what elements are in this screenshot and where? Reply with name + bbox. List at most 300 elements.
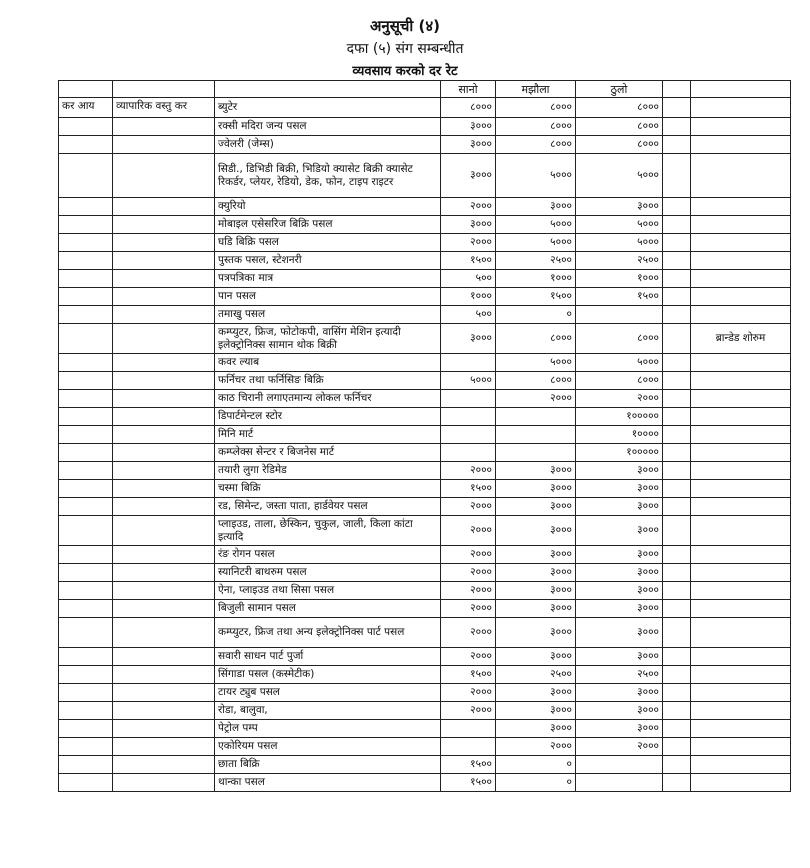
rate-medium-cell: २५००: [496, 666, 576, 684]
note-cell: [691, 306, 791, 324]
table-row: [59, 136, 791, 154]
rate-large-cell: १५००: [576, 288, 663, 306]
rate-medium-cell: २०००: [496, 390, 576, 408]
table-row: [59, 498, 791, 516]
empty-cell: [59, 666, 113, 684]
rate-large-cell: ३०००: [576, 702, 663, 720]
empty-cell: [113, 408, 215, 426]
table-row: [59, 666, 791, 684]
rate-small-cell: १५००: [441, 480, 496, 498]
rate-large-cell: ३०००: [576, 564, 663, 582]
rate-small-cell: ८०००: [441, 98, 496, 118]
business-type-cell: पत्रपत्रिका मात्र: [215, 270, 441, 288]
note-cell: [691, 546, 791, 564]
rate-small-cell: २०००: [441, 498, 496, 516]
table-row: [59, 118, 791, 136]
business-type-cell: पान पसल: [215, 288, 441, 306]
note-cell: [691, 600, 791, 618]
note-cell: [691, 288, 791, 306]
rate-medium-cell: ८०००: [496, 98, 576, 118]
rate-medium-cell: [496, 408, 576, 426]
table-row: [59, 234, 791, 252]
empty-cell: [663, 756, 691, 774]
empty-cell: [663, 354, 691, 372]
rate-large-cell: ३०००: [576, 618, 663, 648]
empty-cell: [113, 600, 215, 618]
empty-cell: [113, 720, 215, 738]
rate-medium-cell: ८०००: [496, 136, 576, 154]
empty-cell: [113, 648, 215, 666]
business-type-cell: रक्सी मदिरा जन्य पसल: [215, 118, 441, 136]
empty-cell: [663, 198, 691, 216]
empty-cell: [113, 498, 215, 516]
rate-medium-cell: २०००: [496, 738, 576, 756]
note-cell: [691, 684, 791, 702]
note-cell: [691, 154, 791, 198]
table-title: व्यवसाय करको दर रेट: [352, 64, 458, 79]
empty-cell: [59, 600, 113, 618]
empty-cell: [59, 198, 113, 216]
rate-medium-cell: ८०००: [496, 324, 576, 354]
rate-medium-cell: ५०००: [496, 216, 576, 234]
empty-cell: [663, 666, 691, 684]
note-cell: ब्रान्डेड शोरुम: [691, 324, 791, 354]
table-row: [59, 648, 791, 666]
rate-medium-cell: ०: [496, 306, 576, 324]
empty-cell: [59, 390, 113, 408]
empty-cell: [113, 546, 215, 564]
note-cell: [691, 738, 791, 756]
rate-small-cell: २०००: [441, 582, 496, 600]
note-cell: [691, 136, 791, 154]
rate-large-cell: ३०००: [576, 198, 663, 216]
rate-large-cell: ३०००: [576, 516, 663, 546]
column-header-large: ठुलो: [576, 81, 663, 98]
rate-small-cell: [441, 444, 496, 462]
table-row: [59, 462, 791, 480]
empty-cell: [59, 720, 113, 738]
rate-medium-cell: ३०००: [496, 600, 576, 618]
table-row: [59, 516, 791, 546]
rate-small-cell: २०००: [441, 546, 496, 564]
header-empty-cell: [215, 81, 441, 98]
business-type-cell: पेट्रोल पम्प: [215, 720, 441, 738]
note-cell: [691, 498, 791, 516]
rate-large-cell: ३०००: [576, 462, 663, 480]
rate-large-cell: ५०००: [576, 154, 663, 198]
business-type-cell: कवर ल्याब: [215, 354, 441, 372]
note-cell: [691, 480, 791, 498]
empty-cell: [113, 118, 215, 136]
table-row: [59, 270, 791, 288]
page-subtitle: दफा (५) संग सम्बन्धीत: [346, 41, 464, 57]
empty-cell: [113, 390, 215, 408]
table-row: [59, 444, 791, 462]
rate-medium-cell: ३०००: [496, 546, 576, 564]
rate-large-cell: ५०००: [576, 216, 663, 234]
table-row: [59, 252, 791, 270]
rate-medium-cell: ५०००: [496, 354, 576, 372]
rate-small-cell: २०००: [441, 234, 496, 252]
rate-large-cell: १०००: [576, 270, 663, 288]
empty-cell: [663, 564, 691, 582]
table-row: [59, 600, 791, 618]
rate-large-cell: [576, 774, 663, 792]
table-row: [59, 720, 791, 738]
business-type-cell: ब्युटेर: [215, 98, 441, 118]
business-type-cell: एकोरियम पसल: [215, 738, 441, 756]
table-row: [59, 390, 791, 408]
empty-cell: [59, 516, 113, 546]
note-cell: [691, 444, 791, 462]
header-empty-cell: [113, 81, 215, 98]
table-row: [59, 546, 791, 564]
rate-small-cell: ५००: [441, 306, 496, 324]
business-type-cell: रड, सिमेन्ट, जस्ता पाता, हार्डवेयर पसल: [215, 498, 441, 516]
empty-cell: [113, 564, 215, 582]
rate-medium-cell: ३०००: [496, 516, 576, 546]
empty-cell: [113, 618, 215, 648]
empty-cell: [113, 702, 215, 720]
business-type-cell: घडि बिक्रि पसल: [215, 234, 441, 252]
rate-large-cell: ३०००: [576, 600, 663, 618]
rate-medium-cell: ३०००: [496, 198, 576, 216]
empty-cell: [59, 480, 113, 498]
rate-medium-cell: ०: [496, 756, 576, 774]
business-type-cell: सिडी., डिभिडी बिक्री, भिडियो क्यासेट बिक्री क्यासेट रिकर्डर, प्लेयर, रेडियो, डेक, फोन, टाइप राइटर: [215, 154, 441, 198]
rate-large-cell: ८०००: [576, 324, 663, 354]
empty-cell: [59, 738, 113, 756]
empty-cell: [663, 216, 691, 234]
empty-cell: [113, 372, 215, 390]
business-type-cell: कम्प्युटर, फ्रिज तथा अन्य इलेक्ट्रोनिक्स पार्ट पसल: [215, 618, 441, 648]
business-type-cell: सवारी साधन पार्ट पुर्जा: [215, 648, 441, 666]
empty-cell: [113, 288, 215, 306]
table-row: [59, 738, 791, 756]
rate-small-cell: ३०००: [441, 324, 496, 354]
empty-cell: [113, 198, 215, 216]
rate-large-cell: ५०००: [576, 354, 663, 372]
rate-medium-cell: ३०००: [496, 462, 576, 480]
rate-small-cell: १५००: [441, 252, 496, 270]
rate-large-cell: ३०००: [576, 480, 663, 498]
table-row: [59, 408, 791, 426]
rate-large-cell: २०००: [576, 738, 663, 756]
business-type-cell: छाता बिक्रि: [215, 756, 441, 774]
empty-cell: [59, 324, 113, 354]
note-cell: [691, 564, 791, 582]
empty-cell: [663, 582, 691, 600]
note-cell: [691, 516, 791, 546]
empty-cell: [113, 306, 215, 324]
rate-small-cell: [441, 408, 496, 426]
empty-cell: [59, 702, 113, 720]
table-row: [59, 216, 791, 234]
table-row: [59, 480, 791, 498]
business-type-cell: क्युरियो: [215, 198, 441, 216]
table-row: [59, 684, 791, 702]
rate-medium-cell: ०: [496, 774, 576, 792]
rate-small-cell: १५००: [441, 774, 496, 792]
rate-small-cell: १५००: [441, 756, 496, 774]
note-cell: [691, 720, 791, 738]
note-cell: [691, 462, 791, 480]
empty-cell: [663, 480, 691, 498]
table-row: [59, 306, 791, 324]
business-type-cell: टायर ट्युब पसल: [215, 684, 441, 702]
rate-medium-cell: ५०००: [496, 154, 576, 198]
empty-cell: [663, 516, 691, 546]
empty-cell: [59, 498, 113, 516]
empty-cell: [663, 738, 691, 756]
business-type-cell: कम्प्युटर, फ्रिज, फोटोकपी, वासिंग मेशिन इत्यादी इलेक्ट्रोनिक्स सामान थोक बिक्री: [215, 324, 441, 354]
note-cell: [691, 252, 791, 270]
empty-cell: [663, 600, 691, 618]
rate-large-cell: २०००: [576, 390, 663, 408]
empty-cell: [113, 756, 215, 774]
empty-cell: [113, 136, 215, 154]
business-type-cell: तमाखु पसल: [215, 306, 441, 324]
note-cell: [691, 390, 791, 408]
empty-cell: [663, 154, 691, 198]
note-cell: [691, 234, 791, 252]
rate-small-cell: २०००: [441, 618, 496, 648]
empty-cell: [113, 154, 215, 198]
empty-cell: [59, 462, 113, 480]
table-row: [59, 756, 791, 774]
rate-medium-cell: ३०००: [496, 564, 576, 582]
note-cell: [691, 666, 791, 684]
empty-cell: [663, 372, 691, 390]
table-row: [59, 564, 791, 582]
note-cell: [691, 756, 791, 774]
rate-medium-cell: ३०००: [496, 720, 576, 738]
business-type-cell: प्लाइउड, ताला, छेस्किन, चुकुल, जाली, किला कांटा इत्यादि: [215, 516, 441, 546]
empty-cell: [663, 444, 691, 462]
note-cell: [691, 372, 791, 390]
rate-small-cell: [441, 390, 496, 408]
table-row: [59, 198, 791, 216]
rate-medium-cell: ३०००: [496, 684, 576, 702]
table-row: [59, 154, 791, 198]
note-cell: [691, 270, 791, 288]
empty-cell: [663, 684, 691, 702]
rate-large-cell: ८०००: [576, 136, 663, 154]
empty-cell: [59, 756, 113, 774]
business-type-cell: चस्मा बिक्रि: [215, 480, 441, 498]
rate-large-cell: [576, 306, 663, 324]
empty-cell: [663, 306, 691, 324]
empty-cell: [113, 582, 215, 600]
rate-small-cell: ३०००: [441, 118, 496, 136]
rate-small-cell: ३०००: [441, 154, 496, 198]
business-type-cell: डिपार्टमेन्टल स्टोर: [215, 408, 441, 426]
rate-large-cell: ३०००: [576, 546, 663, 564]
empty-cell: [59, 270, 113, 288]
page-title: अनुसूची (४): [369, 17, 441, 35]
empty-cell: [113, 426, 215, 444]
rate-small-cell: २०००: [441, 516, 496, 546]
empty-cell: [59, 216, 113, 234]
empty-cell: [59, 354, 113, 372]
rate-small-cell: ३०००: [441, 136, 496, 154]
note-cell: [691, 118, 791, 136]
rate-small-cell: २०००: [441, 198, 496, 216]
rate-large-cell: २५००: [576, 252, 663, 270]
note-cell: [691, 582, 791, 600]
rate-small-cell: १५००: [441, 666, 496, 684]
empty-cell: [59, 582, 113, 600]
column-header-medium: मझौला: [496, 81, 576, 98]
rate-large-cell: ८०००: [576, 372, 663, 390]
empty-cell: [663, 118, 691, 136]
note-cell: [691, 426, 791, 444]
header-empty-cell: [663, 81, 691, 98]
rate-medium-cell: १५००: [496, 288, 576, 306]
table-row: [59, 98, 791, 118]
business-type-cell: थान्का पसल: [215, 774, 441, 792]
rate-large-cell: ३०००: [576, 684, 663, 702]
empty-cell: [59, 774, 113, 792]
empty-cell: [663, 390, 691, 408]
business-type-cell: रोडा, बालुवा,: [215, 702, 441, 720]
empty-cell: [663, 252, 691, 270]
empty-cell: [59, 234, 113, 252]
rate-small-cell: २०००: [441, 600, 496, 618]
header-empty-cell: [691, 81, 791, 98]
empty-cell: [113, 324, 215, 354]
rate-medium-cell: [496, 444, 576, 462]
empty-cell: [59, 684, 113, 702]
empty-cell: [663, 288, 691, 306]
table-row: [59, 324, 791, 354]
rate-large-cell: ३०००: [576, 720, 663, 738]
empty-cell: [663, 720, 691, 738]
rate-small-cell: ५००: [441, 270, 496, 288]
rate-small-cell: २०००: [441, 684, 496, 702]
rate-large-cell: ३०००: [576, 648, 663, 666]
empty-cell: [113, 666, 215, 684]
rate-small-cell: ३०००: [441, 216, 496, 234]
empty-cell: [59, 288, 113, 306]
empty-cell: [663, 702, 691, 720]
empty-cell: [59, 118, 113, 136]
rate-large-cell: २५००: [576, 666, 663, 684]
table-row: [59, 426, 791, 444]
empty-cell: [59, 306, 113, 324]
rate-small-cell: [441, 720, 496, 738]
rate-medium-cell: ३०००: [496, 582, 576, 600]
empty-cell: [663, 462, 691, 480]
note-cell: [691, 648, 791, 666]
table-row: [59, 372, 791, 390]
rate-large-cell: १०००००: [576, 444, 663, 462]
rate-small-cell: २०००: [441, 564, 496, 582]
business-type-cell: ज्वेलरी (जेम्स): [215, 136, 441, 154]
empty-cell: [663, 408, 691, 426]
note-cell: [691, 216, 791, 234]
empty-cell: [113, 234, 215, 252]
note-cell: [691, 618, 791, 648]
empty-cell: [59, 372, 113, 390]
business-type-cell: फर्निचर तथा फर्निसिङ बिक्रि: [215, 372, 441, 390]
empty-cell: [59, 618, 113, 648]
table-row: [59, 702, 791, 720]
rate-large-cell: ८०००: [576, 98, 663, 118]
table-row: [59, 582, 791, 600]
empty-cell: [663, 774, 691, 792]
empty-cell: [113, 516, 215, 546]
rate-small-cell: २०००: [441, 462, 496, 480]
rate-small-cell: [441, 354, 496, 372]
empty-cell: [59, 564, 113, 582]
empty-cell: [113, 444, 215, 462]
rate-small-cell: १०००: [441, 288, 496, 306]
rate-medium-cell: ३०००: [496, 480, 576, 498]
rate-large-cell: ५०००: [576, 234, 663, 252]
empty-cell: [113, 252, 215, 270]
empty-cell: [663, 136, 691, 154]
rate-large-cell: ३०००: [576, 582, 663, 600]
empty-cell: [59, 154, 113, 198]
business-type-cell: स्यानिटरी बाथरुम पसल: [215, 564, 441, 582]
column-header-small: सानो: [441, 81, 496, 98]
rate-small-cell: २०००: [441, 648, 496, 666]
rate-medium-cell: ३०००: [496, 702, 576, 720]
business-type-cell: मिनि मार्ट: [215, 426, 441, 444]
note-cell: [691, 198, 791, 216]
business-type-cell: ऐना, प्लाइउड तथा सिसा पसल: [215, 582, 441, 600]
empty-cell: [59, 136, 113, 154]
rate-large-cell: १००००: [576, 426, 663, 444]
business-type-cell: तयारी लुगा रेडिमेड: [215, 462, 441, 480]
rate-medium-cell: ८०००: [496, 372, 576, 390]
table-row: [59, 618, 791, 648]
business-type-cell: कम्प्लेक्स सेन्टर र बिजनेस मार्ट: [215, 444, 441, 462]
empty-cell: [113, 684, 215, 702]
empty-cell: [663, 426, 691, 444]
note-cell: [691, 354, 791, 372]
note-cell: [691, 98, 791, 118]
table-row: [59, 288, 791, 306]
empty-cell: [113, 774, 215, 792]
note-cell: [691, 774, 791, 792]
rate-large-cell: ८०००: [576, 118, 663, 136]
header-empty-cell: [59, 81, 113, 98]
rate-large-cell: १०००००: [576, 408, 663, 426]
empty-cell: [663, 498, 691, 516]
empty-cell: [663, 546, 691, 564]
table-row: [59, 354, 791, 372]
business-type-cell: काठ चिरानी लगाएतमान्य लोकल फर्निचर: [215, 390, 441, 408]
empty-cell: [663, 270, 691, 288]
empty-cell: [59, 408, 113, 426]
rate-small-cell: ५०००: [441, 372, 496, 390]
business-type-cell: रंङ रोगन पसल: [215, 546, 441, 564]
empty-cell: [663, 324, 691, 354]
empty-cell: [113, 480, 215, 498]
header-row-sizes: [59, 81, 791, 98]
rate-medium-cell: [496, 426, 576, 444]
empty-cell: [113, 216, 215, 234]
business-type-cell: बिजुली सामान पसल: [215, 600, 441, 618]
empty-cell: [59, 444, 113, 462]
business-type-cell: पुस्तक पसल, स्टेशनरी: [215, 252, 441, 270]
rate-large-cell: [576, 756, 663, 774]
rate-medium-cell: ५०००: [496, 234, 576, 252]
rate-small-cell: [441, 426, 496, 444]
note-cell: [691, 702, 791, 720]
